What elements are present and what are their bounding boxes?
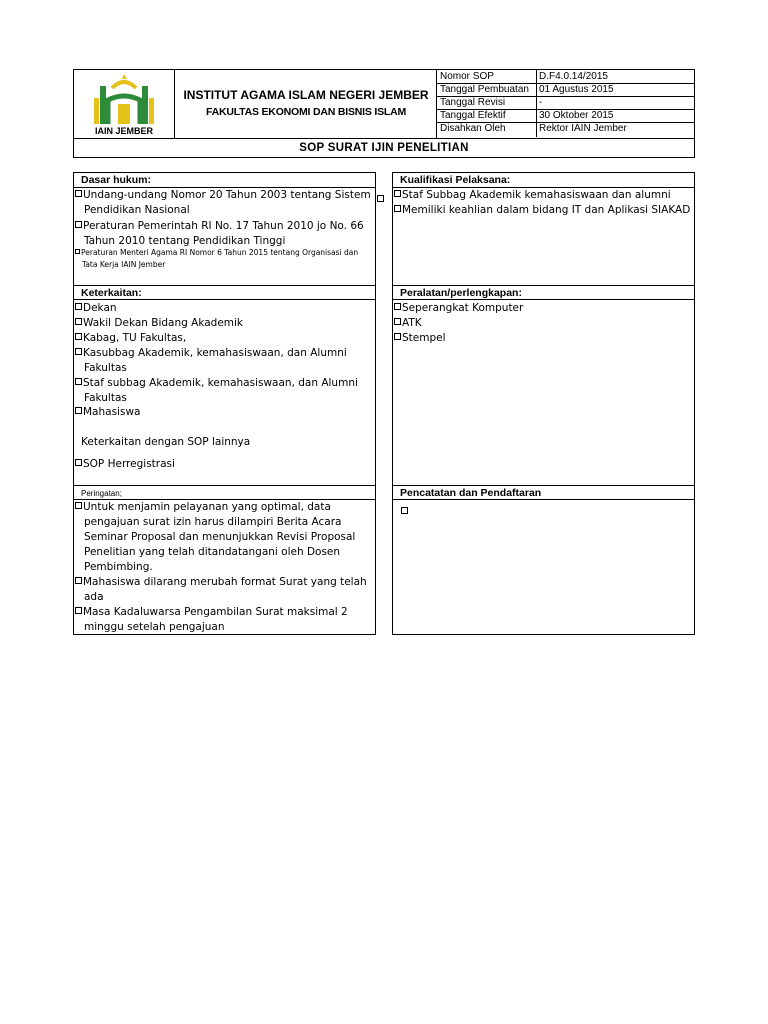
list-item: Undang-undang Nomor 20 Tahun 2003 tentang Sistem Pendidikan Nasional [75, 188, 375, 218]
meta-key: Tanggal Pembuatan [440, 84, 529, 95]
meta-row-pembuatan [437, 83, 694, 97]
list-item: Peraturan Pemerintah RI No. 17 Tahun 2010 jo No. 66 Tahun 2010 tentang Pendidikan Tinggi [75, 219, 375, 249]
faculty-name: FAKULTAS EKONOMI DAN BISNIS ISLAM [205, 106, 407, 118]
meta-row-nomor [437, 70, 694, 84]
list-item: ATK [394, 316, 694, 331]
meta-key: Nomor SOP [440, 71, 494, 82]
list-item: Kabag, TU Fakultas, [75, 331, 375, 346]
list-item: Masa Kadaluwarsa Pengambilan Surat maksimal 2 minggu setelah pengajuan [75, 605, 375, 635]
meta-row-revisi [437, 96, 694, 110]
list-item: Memiliki keahlian dalam bidang IT dan Aplikasi SIAKAD [394, 203, 694, 218]
kualifikasi-heading: Kualifikasi Pelaksana: [393, 173, 694, 188]
meta-value: D.F4.0.14/2015 [539, 71, 608, 82]
meta-value: - [539, 97, 543, 108]
checkbox-glyph [377, 195, 384, 202]
list-item: Staf subbag Akademik, kemahasiswaan, dan Alumni Fakultas [75, 376, 375, 406]
peralatan-heading: Peralatan/perlengkapan: [393, 285, 694, 300]
meta-row-disahkan [437, 122, 694, 137]
peringatan-heading: Peringatan; [74, 485, 375, 500]
keterkaitan-heading: Keterkaitan: [74, 285, 375, 300]
meta-value: 30 Oktober 2015 [539, 110, 614, 121]
pencatatan-heading: Pencatatan dan Pendaftaran [393, 485, 694, 500]
list-item: Seperangkat Komputer [394, 301, 694, 316]
sop-lain-label: Keterkaitan dengan SOP lainnya [81, 436, 251, 448]
meta-row-efektif [437, 109, 694, 123]
list-item: Staf Subbag Akademik kemahasiswaan dan alumni [394, 188, 694, 203]
list-item: SOP Herregistrasi [75, 457, 375, 472]
iain-jember-logo-icon [74, 70, 174, 130]
page-title: SOP SURAT IJIN PENELITIAN [74, 138, 694, 157]
list-item: Stempel [394, 331, 694, 346]
institution-name: INSTITUT AGAMA ISLAM NEGERI JEMBER [183, 88, 429, 102]
list-item: Peraturan Menteri Agama RI Nomor 6 Tahun 2015 tentang Organisasi dan Tata Kerja IAIN Jember [75, 247, 375, 271]
logo-cell [74, 70, 175, 138]
list-item: Kasubbag Akademik, kemahasiswaan, dan Alumni Fakultas [75, 346, 375, 376]
dasar-hukum-heading: Dasar hukum: [74, 173, 375, 188]
meta-value: Rektor IAIN Jember [539, 123, 627, 134]
logo-caption: IAIN JEMBER [94, 126, 153, 136]
meta-key: Tanggal Efektif [440, 110, 506, 121]
institution-cell [176, 70, 437, 138]
checkbox-glyph [401, 507, 408, 514]
meta-value: 01 Agustus 2015 [539, 84, 614, 95]
list-item: Untuk menjamin pelayanan yang optimal, data pengajuan surat izin harus dilampiri Berita Acara Seminar Proposal dan menunjukkan Revisi Proposal Penelitian yang telah ditandatangani oleh Dosen Pembimbing. [75, 500, 375, 575]
list-item: Mahasiswa [75, 405, 375, 420]
list-item: Wakil Dekan Bidang Akademik [75, 316, 375, 331]
right-column [392, 172, 695, 635]
list-item: Mahasiswa dilarang merubah format Surat yang telah ada [75, 575, 375, 605]
meta-key: Disahkan Oleh [440, 123, 506, 134]
meta-key: Tanggal Revisi [440, 97, 506, 108]
list-item: Dekan [75, 301, 375, 316]
